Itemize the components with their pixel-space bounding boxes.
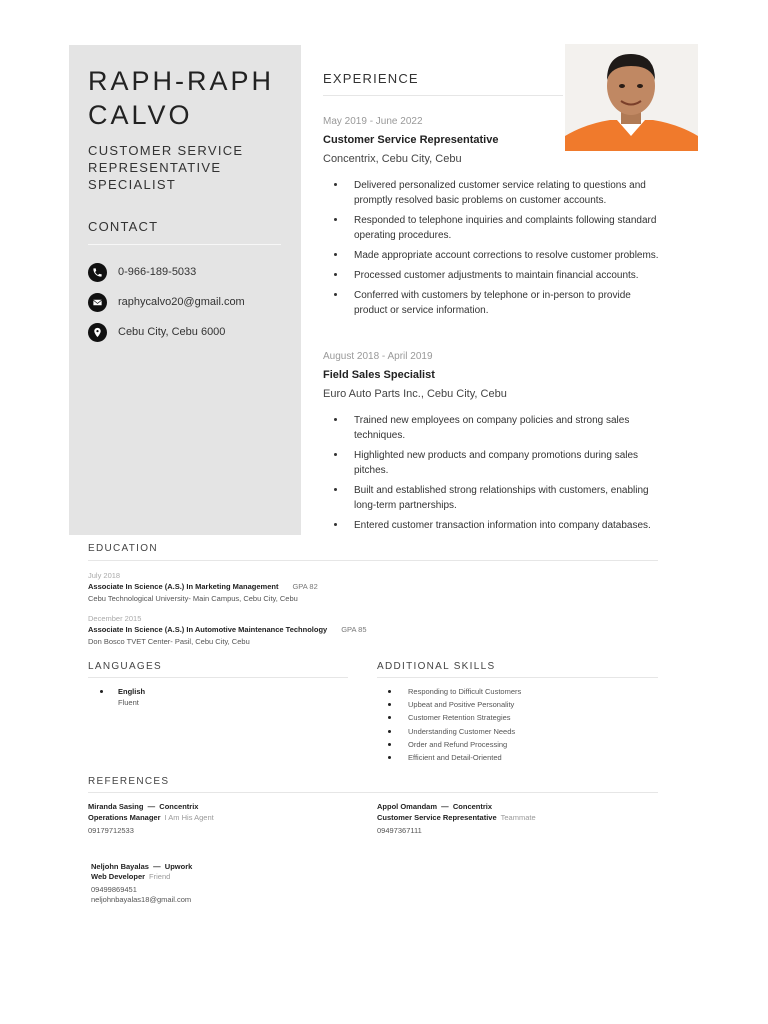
list-item: Responding to Difficult Customers xyxy=(408,687,522,696)
ref-org: Concentrix xyxy=(159,802,199,811)
list-item: Understanding Customer Needs xyxy=(408,727,516,736)
job-duties xyxy=(323,413,663,533)
list-item: Highlighted new products and company promotions during sales pitches. xyxy=(323,448,659,478)
reference-name: Neljohn Bayalas — Upwork xyxy=(91,862,193,871)
list-item: Made appropriate account corrections to resolve customer problems. xyxy=(323,248,659,263)
reference-name: Miranda Sasing — Concentrix xyxy=(88,802,199,811)
education-school: Don Bosco TVET Center- Pasil, Cebu City, Cebu xyxy=(88,637,250,646)
ref-position: Web Developer xyxy=(91,872,146,881)
ref-relation: Teammate xyxy=(500,813,536,822)
contact-heading: CONTACT xyxy=(88,219,159,234)
education-date: December 2015 xyxy=(88,614,142,623)
education-degree xyxy=(88,625,367,634)
list-item: Conferred with customers by telephone or in-person to provide product or service information. xyxy=(323,288,659,318)
ref-person: Appol Omandam xyxy=(377,802,438,811)
list-item: Customer Retention Strategies xyxy=(408,713,511,722)
degree-name: Associate In Science (A.S.) In Marketing Management xyxy=(88,582,279,591)
list-item: Delivered personalized customer service relating to questions and promptly resolved basic problems on customer accounts. xyxy=(323,178,659,208)
job-duties xyxy=(323,178,663,318)
reference-position xyxy=(91,872,170,881)
education-heading: EDUCATION xyxy=(88,543,158,554)
job-company: Concentrix, Cebu City, Cebu xyxy=(323,153,462,165)
contact-divider xyxy=(88,244,281,245)
ref-position: Customer Service Representative xyxy=(377,813,497,822)
list-item: Order and Refund Processing xyxy=(408,740,508,749)
ref-org: Concentrix xyxy=(452,802,493,811)
experience-heading: EXPERIENCE xyxy=(323,71,419,86)
languages-heading: LANGUAGES xyxy=(88,661,162,672)
reference-position xyxy=(377,813,536,822)
ref-person: Neljohn Bayalas xyxy=(91,862,149,871)
reference-position xyxy=(88,813,214,822)
job-company: Euro Auto Parts Inc., Cebu City, Cebu xyxy=(323,388,507,400)
contact-phone xyxy=(88,262,196,282)
ref-org: Upwork xyxy=(164,862,193,871)
email-icon xyxy=(88,293,107,312)
list-item: Processed customer adjustments to maintain financial accounts. xyxy=(323,268,659,283)
languages-divider xyxy=(88,677,348,678)
contact-location xyxy=(88,322,225,342)
bullet xyxy=(388,690,391,693)
phone-number[interactable]: 0-966-189-5033 xyxy=(118,266,197,278)
ref-position: Operations Manager xyxy=(88,813,161,822)
name-line-2: CALVO xyxy=(88,100,193,130)
language-level: Fluent xyxy=(118,698,139,707)
language-label: English xyxy=(118,687,146,696)
references-heading: REFERENCES xyxy=(88,776,170,787)
bullet xyxy=(100,690,103,693)
bullet xyxy=(388,730,391,733)
language-name xyxy=(118,687,145,696)
list-item: Built and established strong relationships with customers, enabling long-term partnerships. xyxy=(323,483,659,513)
ref-relation: Friend xyxy=(149,872,171,881)
phone-icon xyxy=(88,263,107,282)
job-title: Field Sales Specialist xyxy=(323,369,435,381)
reference-name: Appol Omandam — Concentrix xyxy=(377,802,493,811)
reference-phone: 09179712533 xyxy=(88,826,134,835)
job-dates: May 2019 - June 2022 xyxy=(323,116,423,127)
list-item: Efficient and Detail-Oriented xyxy=(408,753,502,762)
skills-divider xyxy=(377,677,658,678)
education-degree xyxy=(88,582,318,591)
bullet xyxy=(388,716,391,719)
gpa: GPA 82 xyxy=(292,582,318,591)
list-item: Trained new employees on company policies and strong sales techniques. xyxy=(323,413,659,443)
reference-phone: 09499869451 xyxy=(91,885,137,894)
experience-divider xyxy=(323,95,563,96)
references-divider xyxy=(88,792,658,793)
bullet xyxy=(388,703,391,706)
education-divider xyxy=(88,560,658,561)
email-address[interactable]: raphycalvo20@gmail.com xyxy=(118,296,245,308)
ref-person: Miranda Sasing xyxy=(88,802,144,811)
candidate-name xyxy=(88,64,298,132)
location-text: Cebu City, Cebu 6000 xyxy=(118,326,226,338)
job-entry xyxy=(323,116,663,323)
name-line-1: RAPH-RAPH xyxy=(88,66,275,96)
job-entry xyxy=(323,351,663,538)
bullet xyxy=(388,743,391,746)
job-title: CUSTOMER SERVICE REPRESENTATIVE SPECIALIST xyxy=(88,143,244,192)
skills-heading: ADDITIONAL SKILLS xyxy=(377,661,496,672)
reference-email[interactable]: neljohnbayalas18@gmail.com xyxy=(91,895,192,904)
education-school: Cebu Technological University- Main Campus, Cebu City, Cebu xyxy=(88,594,298,603)
job-dates: August 2018 - April 2019 xyxy=(323,351,433,362)
gpa: GPA 85 xyxy=(341,625,367,634)
job-title: Customer Service Representative xyxy=(323,134,499,146)
ref-relation: I Am His Agent xyxy=(164,813,214,822)
list-item: Entered customer transaction information into company databases. xyxy=(323,518,659,533)
reference-phone: 09497367111 xyxy=(377,826,422,835)
education-date: July 2018 xyxy=(88,571,121,580)
bullet xyxy=(388,756,391,759)
contact-email xyxy=(88,292,245,312)
list-item: Responded to telephone inquiries and complaints following standard operating procedures. xyxy=(323,213,659,243)
list-item: Upbeat and Positive Personality xyxy=(408,700,515,709)
location-icon xyxy=(88,323,107,342)
degree-name: Associate In Science (A.S.) In Automotive Maintenance Technology xyxy=(88,625,328,634)
